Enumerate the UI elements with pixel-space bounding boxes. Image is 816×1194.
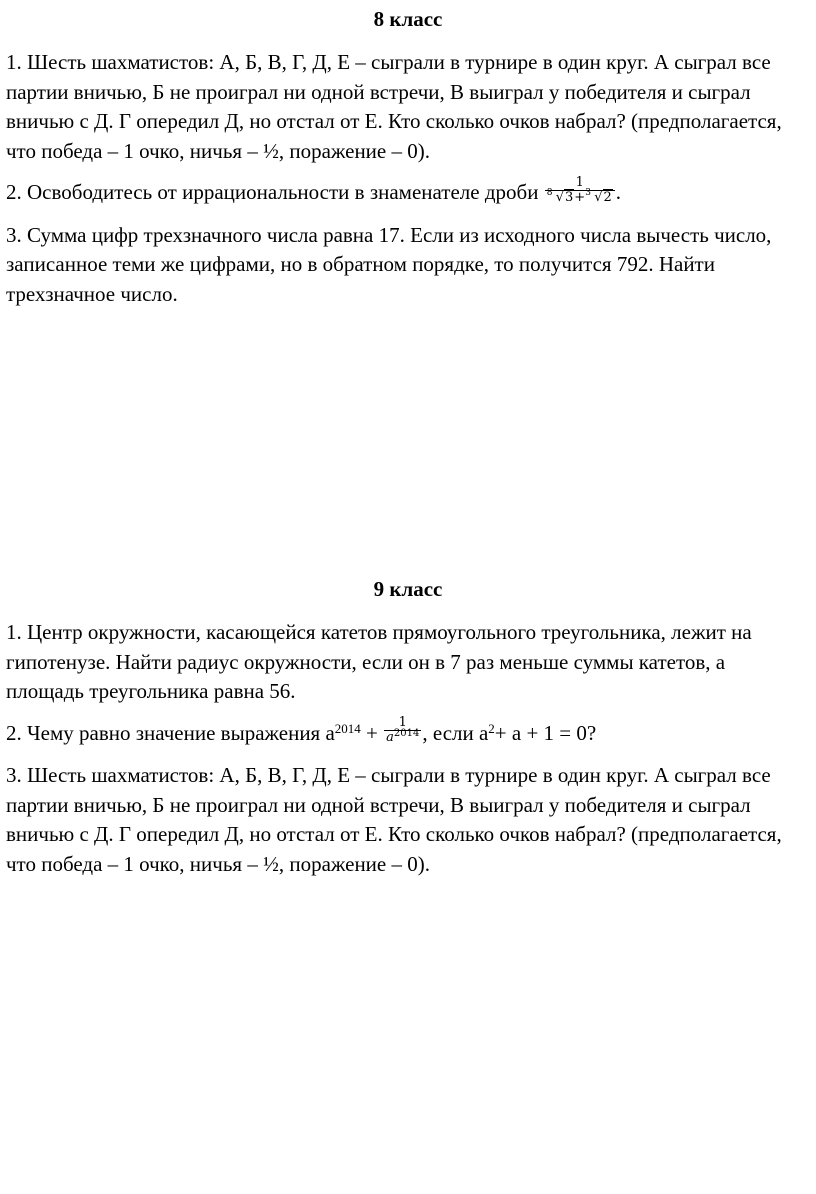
section-grade-9 — [0, 574, 810, 879]
exponent: 2 — [488, 720, 495, 736]
fraction-denominator — [545, 187, 615, 205]
radicand: 2 — [603, 189, 612, 205]
root-3 — [585, 187, 613, 205]
fraction-numerator: 1 — [545, 176, 615, 191]
task-text-end: + a + 1 = 0? — [494, 720, 597, 745]
fraction-denominator — [384, 728, 421, 746]
radicand: 3 — [565, 189, 574, 205]
root-8 — [546, 187, 575, 205]
fraction-numerator: 1 — [384, 716, 421, 731]
denominator-exponent: 2014 — [393, 728, 420, 740]
exponent: 2014 — [334, 720, 361, 736]
task-3: 3. Сумма цифр трехзначного числа равна 17. Если из исходного числа вычесть число, записанное теми же цифрами, но в обратном порядке, то получится 792. Найти трехзначное число. — [6, 222, 772, 306]
radical-sign: √ — [555, 189, 565, 205]
task-text: 2. Чему равно значение выражения a — [6, 720, 335, 745]
task-text-mid: , если a — [422, 720, 489, 745]
task-1: 1. Центр окружности, касающейся катетов прямоугольного треугольника, лежит на гипотенузе. Найти радиус окружности, если он в 7 раз меньше суммы катетов, а площадь треугольника равна 56. — [6, 620, 752, 703]
denominator-base: a — [386, 730, 394, 746]
math-fraction — [545, 176, 615, 205]
root-index: 8 — [546, 187, 553, 198]
radical-sign: √ — [594, 189, 603, 205]
task-2 — [0, 174, 810, 209]
section-title: 8 класс — [373, 7, 443, 31]
task-text: 2. Освободитесь от иррациональности в знаменателе дроби — [6, 180, 544, 204]
root-index: 3 — [585, 187, 591, 198]
task-3: 3. Шесть шахматистов: А, Б, В, Г, Д, Е – сыграли в турнире в один круг. А сыграл все партии вничью, Б не проиграл ни одной встречи, В выиграл у победителя и сыграл вничью с Д. Г опередил Д, но отстал от Е. Кто сколько очков набрал? (предполагается, что победа – 1 очко, ничья – ½, поражение – 0). — [6, 763, 782, 876]
task-1: 1. Шесть шахматистов: А, Б, В, Г, Д, Е – сыграли в турнире в один круг. А сыграл все партии вничью, Б не проиграл ни одной встречи, В выиграл у победителя и сыграл вничью с Д. Г опередил Д, но отстал от Е. Кто сколько очков набрал? (предполагается, что победа – 1 очко, ничья – ½, поражение – 0). — [6, 50, 782, 163]
plus-sign: + — [574, 189, 586, 205]
section-title: 9 класс — [373, 577, 443, 601]
math-fraction — [384, 716, 421, 745]
plus-sign: + — [360, 720, 384, 745]
task-text-end: . — [615, 180, 622, 204]
task-2 — [0, 715, 810, 750]
section-grade-8 — [0, 4, 810, 309]
